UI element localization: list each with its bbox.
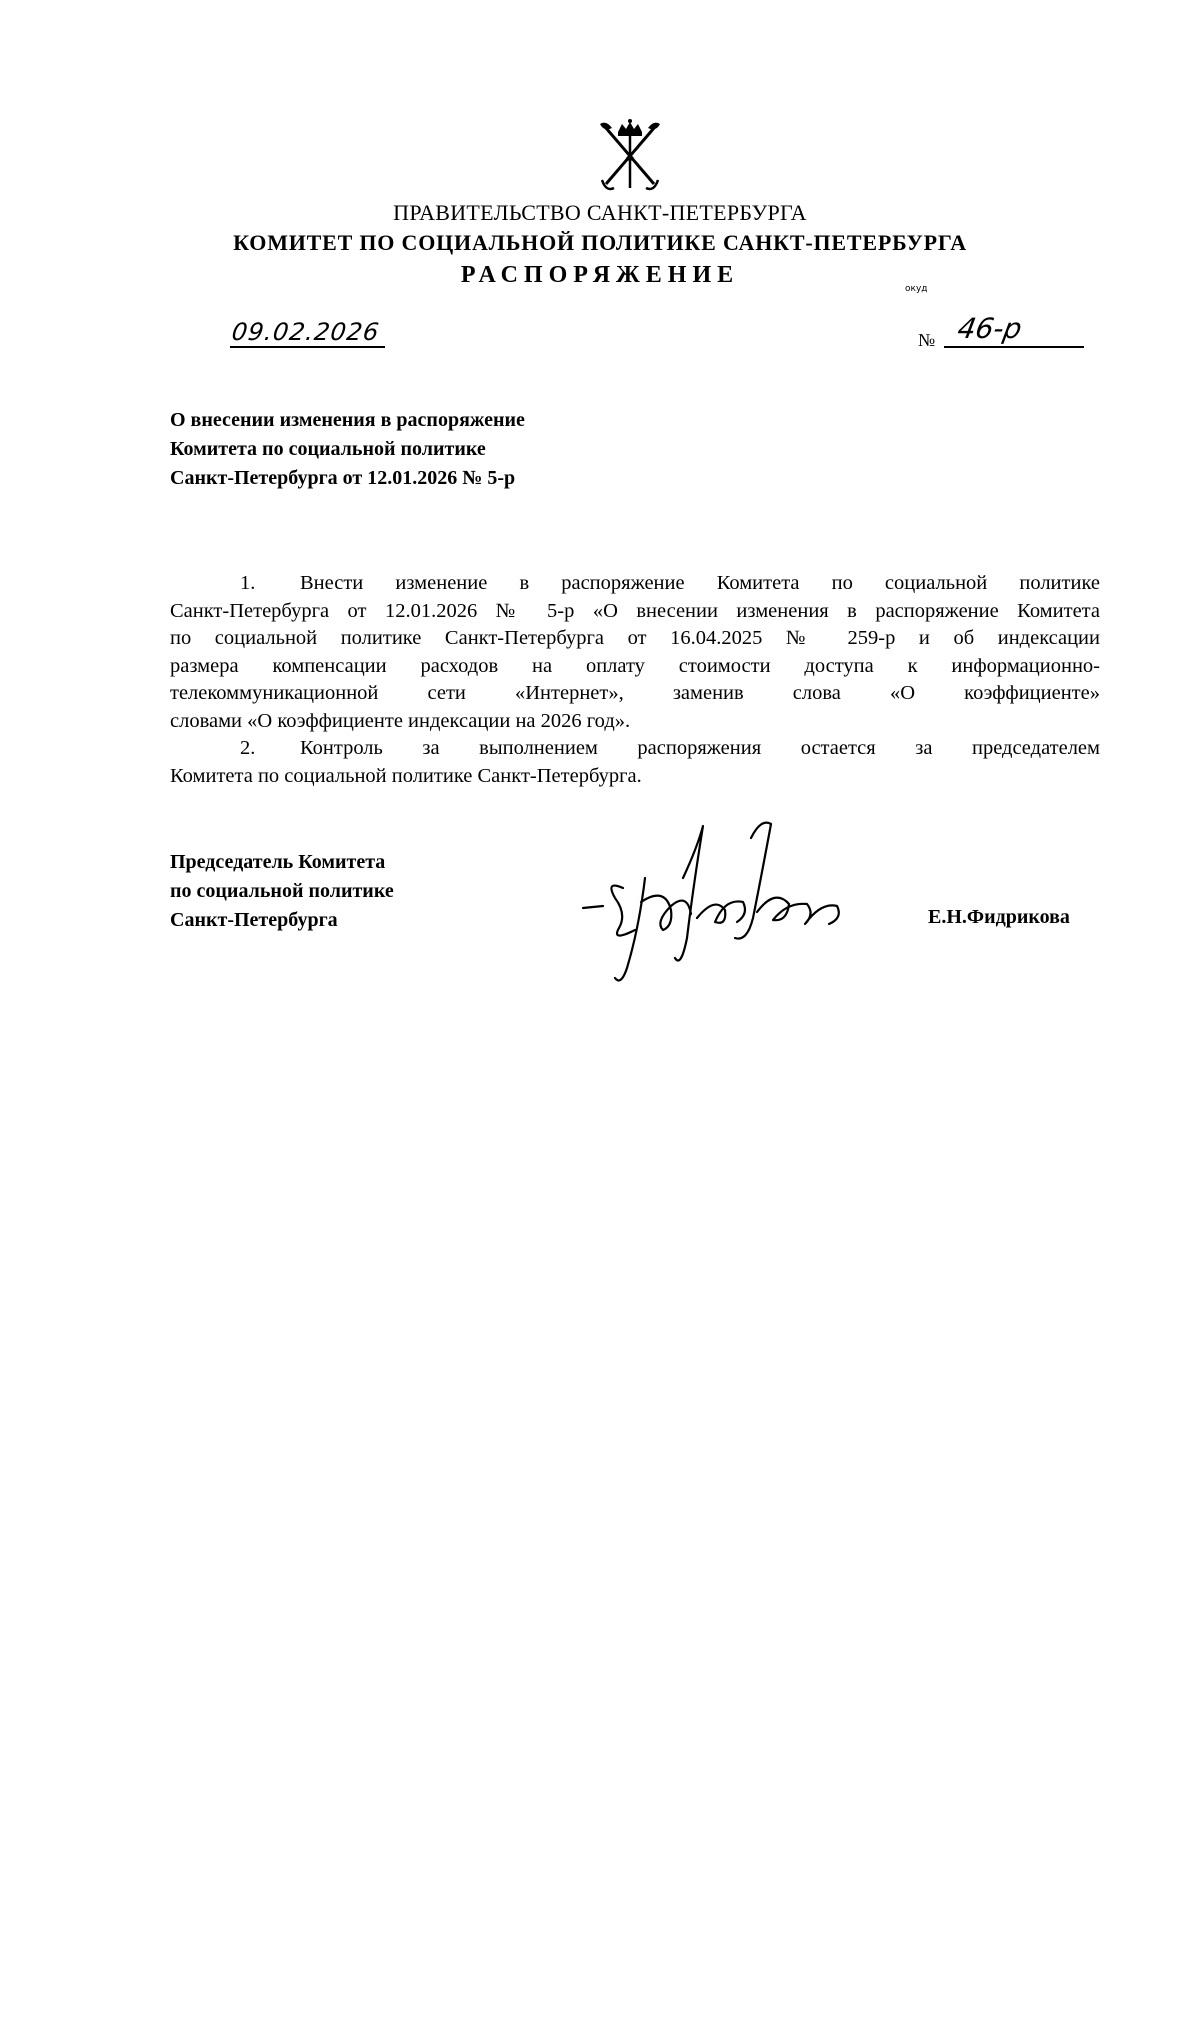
paragraph-number: 2. bbox=[240, 737, 256, 759]
okud-mark: окуд bbox=[905, 284, 928, 294]
committee-name: КОМИТЕТ ПО СОЦИАЛЬНОЙ ПОЛИТИКЕ САНКТ-ПЕТЕРБУРГА bbox=[233, 230, 967, 255]
paragraph-1-line: Санкт-Петербурга от 12.01.2026 № 5-р «О внесении изменения в распоряжение Комитета bbox=[170, 599, 1100, 622]
subject-line: Комитета по социальной политике bbox=[170, 438, 486, 460]
paragraph-1-line bbox=[170, 570, 1100, 598]
document-number: 46-р bbox=[955, 312, 1025, 345]
signer-title bbox=[170, 848, 394, 935]
paragraph-number: 1. bbox=[240, 572, 256, 594]
document-subject bbox=[170, 406, 525, 493]
subject-line: Санкт-Петербурга от 12.01.2026 № 5-р bbox=[170, 467, 516, 489]
paragraph-text: Контроль за выполнением распоряжения остается за председателем bbox=[300, 737, 1100, 759]
signer-title-line: Санкт-Петербурга bbox=[170, 909, 338, 931]
paragraph-1-line: телекоммуникационной сети «Интернет», заменив слова «О коэффициенте» bbox=[170, 682, 1100, 704]
subject-line: О внесении изменения в распоряжение bbox=[170, 409, 525, 431]
paragraph-text: Внести изменение в распоряжение Комитета по социальной политике bbox=[300, 572, 1100, 594]
signer-title-line: Председатель Комитета bbox=[170, 851, 386, 873]
paragraph-2-line: Комитета по социальной политике Санкт-Петербурга. bbox=[170, 764, 642, 787]
spb-coat-of-arms-icon bbox=[590, 118, 670, 198]
date-underline bbox=[230, 346, 385, 348]
paragraph-1-line: словами «О коэффициенте индексации на 2026 год». bbox=[170, 709, 631, 732]
document-body bbox=[170, 570, 1100, 790]
document-type: РАСПОРЯЖЕНИЕ bbox=[460, 262, 740, 288]
paragraph-2-line bbox=[170, 735, 1100, 763]
number-underline bbox=[944, 346, 1084, 348]
number-prefix: № bbox=[918, 330, 936, 350]
paragraph-1-line: размера компенсации расходов на оплату стоимости доступа к информационно- bbox=[170, 654, 1100, 677]
paragraph-1-line: по социальной политике Санкт-Петербурга от 16.04.2025 № 259-р и об индексации bbox=[170, 627, 1100, 649]
handwritten-signature bbox=[575, 818, 875, 993]
signer-title-line: по социальной политике bbox=[170, 880, 394, 902]
signer-name: Е.Н.Фидрикова bbox=[928, 906, 1070, 928]
government-name: ПРАВИТЕЛЬСТВО САНКТ-ПЕТЕРБУРГА bbox=[393, 200, 807, 225]
document-date: 09.02.2026 bbox=[230, 318, 382, 346]
